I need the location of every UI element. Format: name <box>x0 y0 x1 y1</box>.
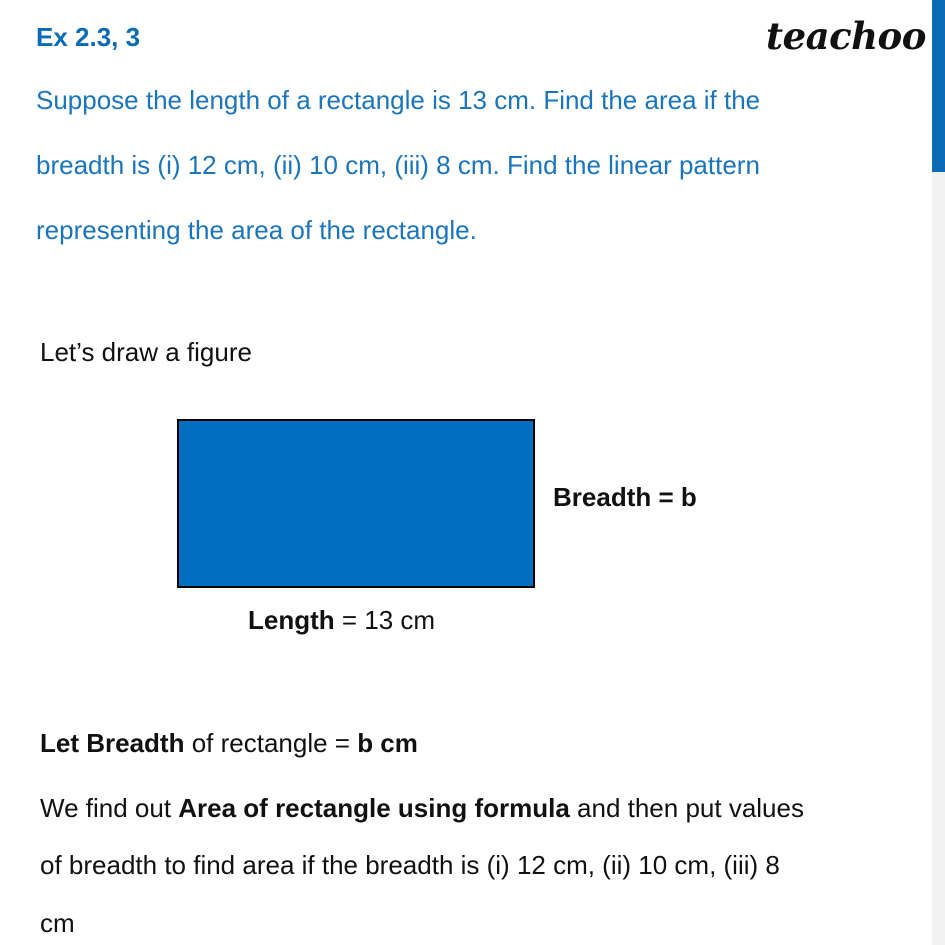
let-breadth-text: of rectangle = <box>184 728 358 758</box>
find-area-line-1 <box>40 793 804 824</box>
question-line-3: representing the area of the rectangle. <box>36 215 477 245</box>
teachoo-logo[interactable]: teachoo <box>766 14 926 58</box>
scrollbar-thumb[interactable] <box>932 0 945 172</box>
let-breadth-bold: Let Breadth <box>40 728 185 758</box>
breadth-label: Breadth = b <box>553 482 697 512</box>
find-area-line-3: cm <box>40 908 75 938</box>
exercise-number: Ex 2.3, 3 <box>36 22 141 52</box>
length-label-value: = 13 cm <box>334 605 436 635</box>
find-area-bold: Area of rectangle using formula <box>178 793 570 823</box>
find-area-line-2: of breadth to find area if the breadth is (i) 12 cm, (ii) 10 cm, (iii) 8 <box>40 850 780 880</box>
length-label <box>248 605 435 636</box>
question-line-1: Suppose the length of a rectangle is 13 cm. Find the area if the <box>36 85 761 115</box>
question-line-2: breadth is (i) 12 cm, (ii) 10 cm, (iii) 8 cm. Find the linear pattern <box>36 150 760 180</box>
let-breadth-value: b cm <box>357 728 418 758</box>
let-breadth-statement <box>40 728 418 759</box>
figure-intro-text: Let’s draw a figure <box>40 337 252 367</box>
find-area-text-start: We find out <box>40 793 179 823</box>
find-area-text-end: and then put values <box>569 793 804 823</box>
length-label-bold: Length <box>248 605 335 635</box>
rectangle-figure <box>177 419 535 588</box>
